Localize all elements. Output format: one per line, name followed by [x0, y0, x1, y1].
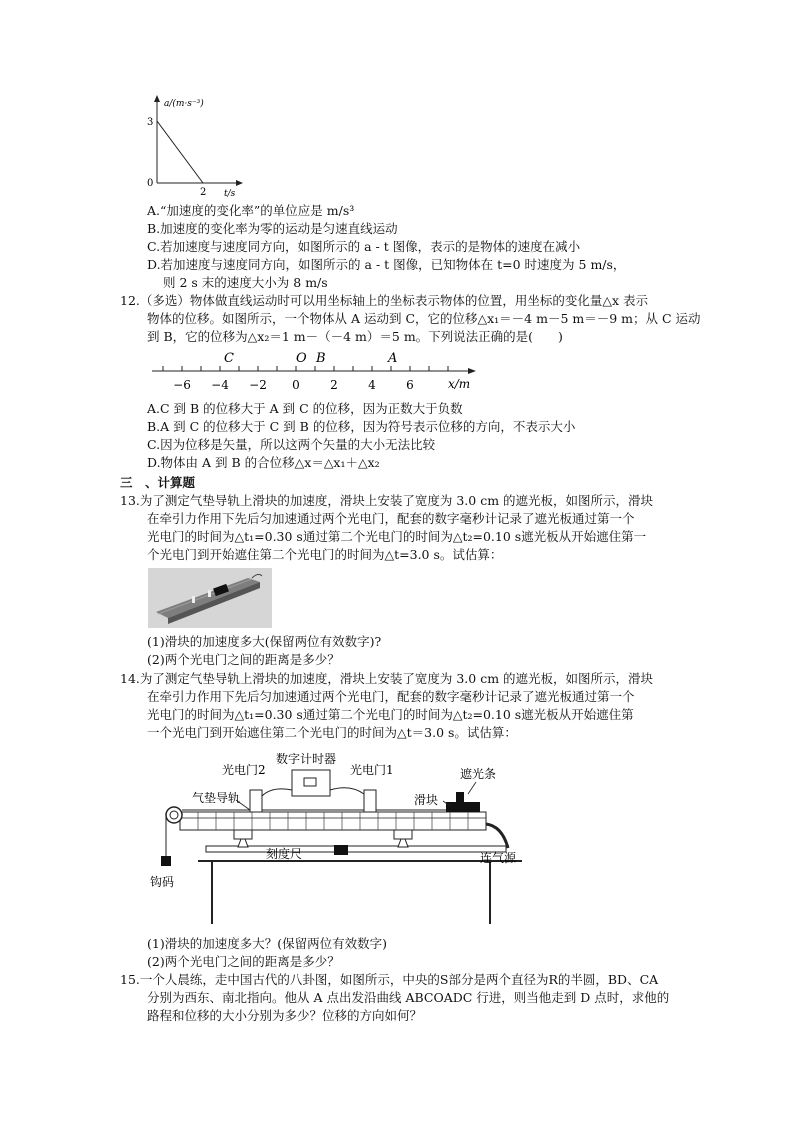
q13-stem-1: 13.为了测定气垫导轨上滑块的加速度，滑块上安装了宽度为 3.0 cm 的遮光板，如图所示，滑块	[120, 493, 654, 508]
q14-stem-4: 一个光电门到开始遮住第二个光电门的时间为△t＝3.0 s。试估算：	[147, 725, 517, 740]
graph-y-label: a/(m·s⁻³)	[164, 99, 204, 109]
point-a: A	[388, 351, 398, 366]
q11-option-c: C.若加速度与速度同方向，如图所示的 a - t 图像，表示的是物体的速度在减小	[147, 239, 581, 254]
q14-stem-2: 在牵引力作用下先后匀加速通过两个光电门，配套的数字毫秒计记录了遮光板通过第一个	[147, 689, 635, 704]
point-c: C	[224, 351, 234, 366]
q12-stem-3: 到 B，它的位移为△x₂＝1 m－（－4 m）＝5 m。下列说法正确的是( )	[147, 329, 563, 344]
air-track-photo	[148, 568, 272, 628]
q13-stem-4: 个光电门到开始遮住第二个光电门的时间为△t=3.0 s。试估算：	[147, 547, 503, 562]
tick-2: 2	[330, 378, 338, 392]
q13-stem-2: 在牵引力作用下先后匀加速通过两个光电门，配套的数字毫秒计记录了遮光板通过第一个	[147, 511, 635, 526]
q14-stem-3: 光电门的时间为△t₁=0.30 s通过第二个光电门的时间为△t₂=0.10 s遮光板从开始遮住第	[147, 707, 634, 722]
label-track: 气垫导轨	[192, 791, 241, 805]
q11-option-b: B.加速度的变化率为零的运动是匀速直线运动	[147, 221, 398, 236]
q15-stem-2: 分别为西东、南北指向。他从 A 点出发沿曲线 ABCOADC 行进，则当他走到 D 点时，求他的	[147, 990, 670, 1005]
q12-option-b: B.A 到 C 的位移大于 C 到 B 的位移，因为符号表示位移的方向，不表示大小	[147, 419, 576, 434]
q12-option-a: A.C 到 B 的位移大于 A 到 C 的位移，因为正数大于负数	[147, 401, 463, 416]
point-o: O	[296, 351, 307, 366]
acceleration-time-graph	[140, 92, 250, 200]
graph-origin: 0	[147, 178, 154, 189]
q14-stem-1: 14.为了测定气垫导轨上滑块的加速度，滑块上安装了宽度为 3.0 cm 的遮光板，如图所示，滑块	[120, 671, 654, 686]
q13-stem-3: 光电门的时间为△t₁=0.30 s通过第二个光电门的时间为△t₂=0.10 s遮光板从开始遮住第一	[147, 529, 647, 544]
tick-0: 0	[292, 378, 300, 392]
q12-option-c: C.因为位移是矢量，所以这两个矢量的大小无法比较	[147, 437, 436, 452]
point-b: B	[316, 351, 326, 366]
tick-4: 4	[368, 378, 376, 392]
q13-question-2: (2)两个光电门之间的距离是多少？	[147, 652, 340, 667]
label-air: 连气源	[480, 851, 517, 865]
section-title: 三 、计算题	[120, 475, 196, 490]
number-line-figure	[150, 346, 480, 396]
q11-option-d: D.若加速度与速度同方向，如图所示的 a - t 图像，已知物体在 t=0 时速度为 5 m/s，	[147, 257, 626, 272]
label-gate2: 光电门2	[222, 763, 266, 777]
graph-x-label: t/s	[224, 189, 236, 199]
q14-question-2: (2)两个光电门之间的距离是多少？	[147, 954, 340, 969]
tick-n6: −6	[173, 378, 191, 392]
label-shade: 遮光条	[460, 767, 497, 781]
tick-n4: −4	[211, 378, 229, 392]
q15-stem-3: 路程和位移的大小分别为多少？位移的方向如何？	[147, 1008, 423, 1023]
tick-6: 6	[406, 378, 414, 392]
axis-unit: x/m	[448, 377, 471, 391]
q12-stem-2: 物体的位移。如图所示，一个物体从 A 运动到 C，它的位移△x₁＝－4 m－5 m＝－9 m；从 C 运动	[147, 311, 701, 326]
q11-option-d-cont: 则 2 s 末的速度大小为 8 m/s	[163, 275, 328, 290]
label-slider: 滑块	[414, 793, 439, 807]
label-gate1: 光电门1	[350, 763, 394, 777]
label-ruler: 刻度尺	[266, 847, 303, 861]
label-weight: 钩码	[150, 875, 175, 889]
label-timer: 数字计时器	[276, 752, 337, 766]
q11-option-a: A.“加速度的变化率”的单位应是 m/s³	[147, 203, 355, 218]
q15-stem-1: 15.一个人晨练，走中国古代的八卦图，如图所示，中央的S部分是两个直径为R的半圆，BD、CA	[120, 972, 659, 987]
q12-option-d: D.物体由 A 到 B 的合位移△x＝△x₁＋△x₂	[147, 455, 380, 470]
graph-x-tick: 2	[200, 187, 207, 198]
q13-question-1: (1)滑块的加速度多大(保留两位有效数字)?	[147, 634, 382, 649]
graph-y-tick: 3	[147, 117, 154, 128]
air-track-diagram	[150, 746, 530, 932]
q14-question-1: (1)滑块的加速度多大？(保留两位有效数字)	[147, 936, 387, 951]
tick-n2: −2	[249, 378, 267, 392]
q12-stem-1: 12.（多选）物体做直线运动时可以用坐标轴上的坐标表示物体的位置，用坐标的变化量△x 表示	[120, 293, 649, 308]
